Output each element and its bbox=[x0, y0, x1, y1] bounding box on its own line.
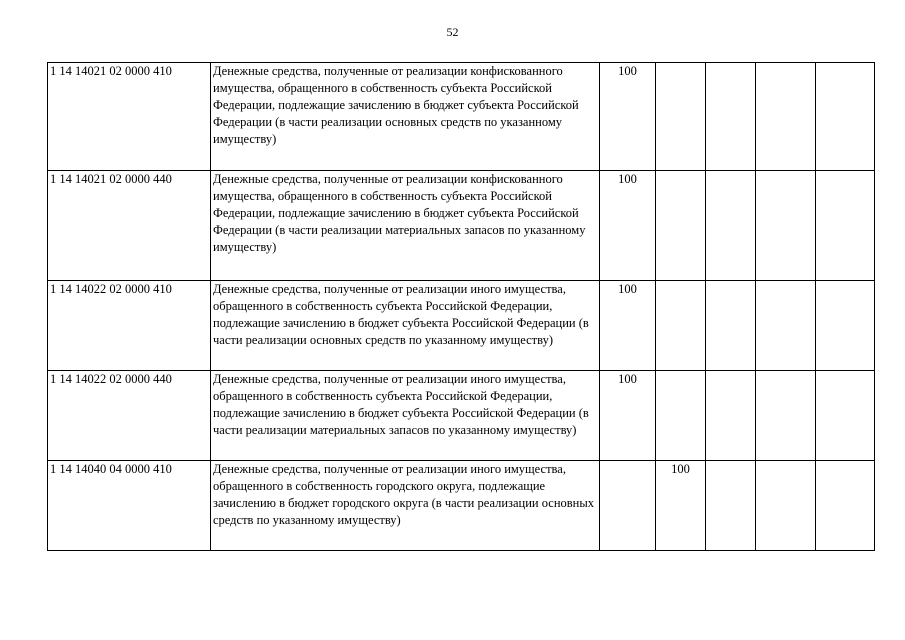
page-number: 52 bbox=[446, 25, 459, 39]
share-cell: 100 bbox=[656, 461, 706, 551]
revenue-description: Денежные средства, полученные от реализации конфискованного имущества, обращенного в собственность субъекта Российской Федерации, подлежащие зачислению в бюджет субъекта Российской Федерации (в части реализации основных средств по указанному имуществу) bbox=[211, 63, 600, 171]
share-cell: 100 bbox=[600, 63, 656, 171]
revenue-description: Денежные средства, полученные от реализации иного имущества, обращенного в собственность городского округа, подлежащие зачислению в бюджет городского округа (в части реализации основных средств по указанному имуществу) bbox=[211, 461, 600, 551]
share-cell bbox=[756, 371, 816, 461]
share-cell bbox=[656, 63, 706, 171]
share-cell bbox=[600, 461, 656, 551]
budget-classification-code: 1 14 14021 02 0000 410 bbox=[48, 63, 211, 171]
share-cell bbox=[656, 171, 706, 281]
table-row bbox=[48, 63, 875, 171]
budget-classification-code: 1 14 14022 02 0000 440 bbox=[48, 371, 211, 461]
share-cell bbox=[756, 461, 816, 551]
share-cell: 100 bbox=[600, 371, 656, 461]
share-cell bbox=[706, 171, 756, 281]
share-cell bbox=[656, 371, 706, 461]
revenue-description: Денежные средства, полученные от реализации конфискованного имущества, обращенного в собственность субъекта Российской Федерации, подлежащие зачислению в бюджет субъекта Российской Федерации (в части реализации материальных запасов по указанному имуществу) bbox=[211, 171, 600, 281]
budget-classification-code: 1 14 14040 04 0000 410 bbox=[48, 461, 211, 551]
share-cell: 100 bbox=[600, 281, 656, 371]
table-row bbox=[48, 371, 875, 461]
share-cell bbox=[706, 461, 756, 551]
share-cell bbox=[706, 371, 756, 461]
share-cell bbox=[816, 371, 875, 461]
table-row bbox=[48, 461, 875, 551]
budget-classification-code: 1 14 14022 02 0000 410 bbox=[48, 281, 211, 371]
share-cell bbox=[816, 461, 875, 551]
share-cell bbox=[756, 171, 816, 281]
share-cell bbox=[756, 63, 816, 171]
share-cell bbox=[756, 281, 816, 371]
share-cell bbox=[816, 63, 875, 171]
table-row bbox=[48, 281, 875, 371]
revenue-distribution-table bbox=[47, 62, 875, 551]
share-cell bbox=[706, 281, 756, 371]
share-cell: 100 bbox=[600, 171, 656, 281]
revenue-description: Денежные средства, полученные от реализации иного имущества, обращенного в собственность субъекта Российской Федерации, подлежащие зачислению в бюджет субъекта Российской Федерации (в части реализации основных средств по указанному имуществу) bbox=[211, 281, 600, 371]
share-cell bbox=[816, 281, 875, 371]
revenue-description: Денежные средства, полученные от реализации иного имущества, обращенного в собственность субъекта Российской Федерации, подлежащие зачислению в бюджет субъекта Российской Федерации (в части реализации материальных запасов по указанному имуществу) bbox=[211, 371, 600, 461]
share-cell bbox=[706, 63, 756, 171]
budget-classification-code: 1 14 14021 02 0000 440 bbox=[48, 171, 211, 281]
share-cell bbox=[816, 171, 875, 281]
table-row bbox=[48, 171, 875, 281]
share-cell bbox=[656, 281, 706, 371]
